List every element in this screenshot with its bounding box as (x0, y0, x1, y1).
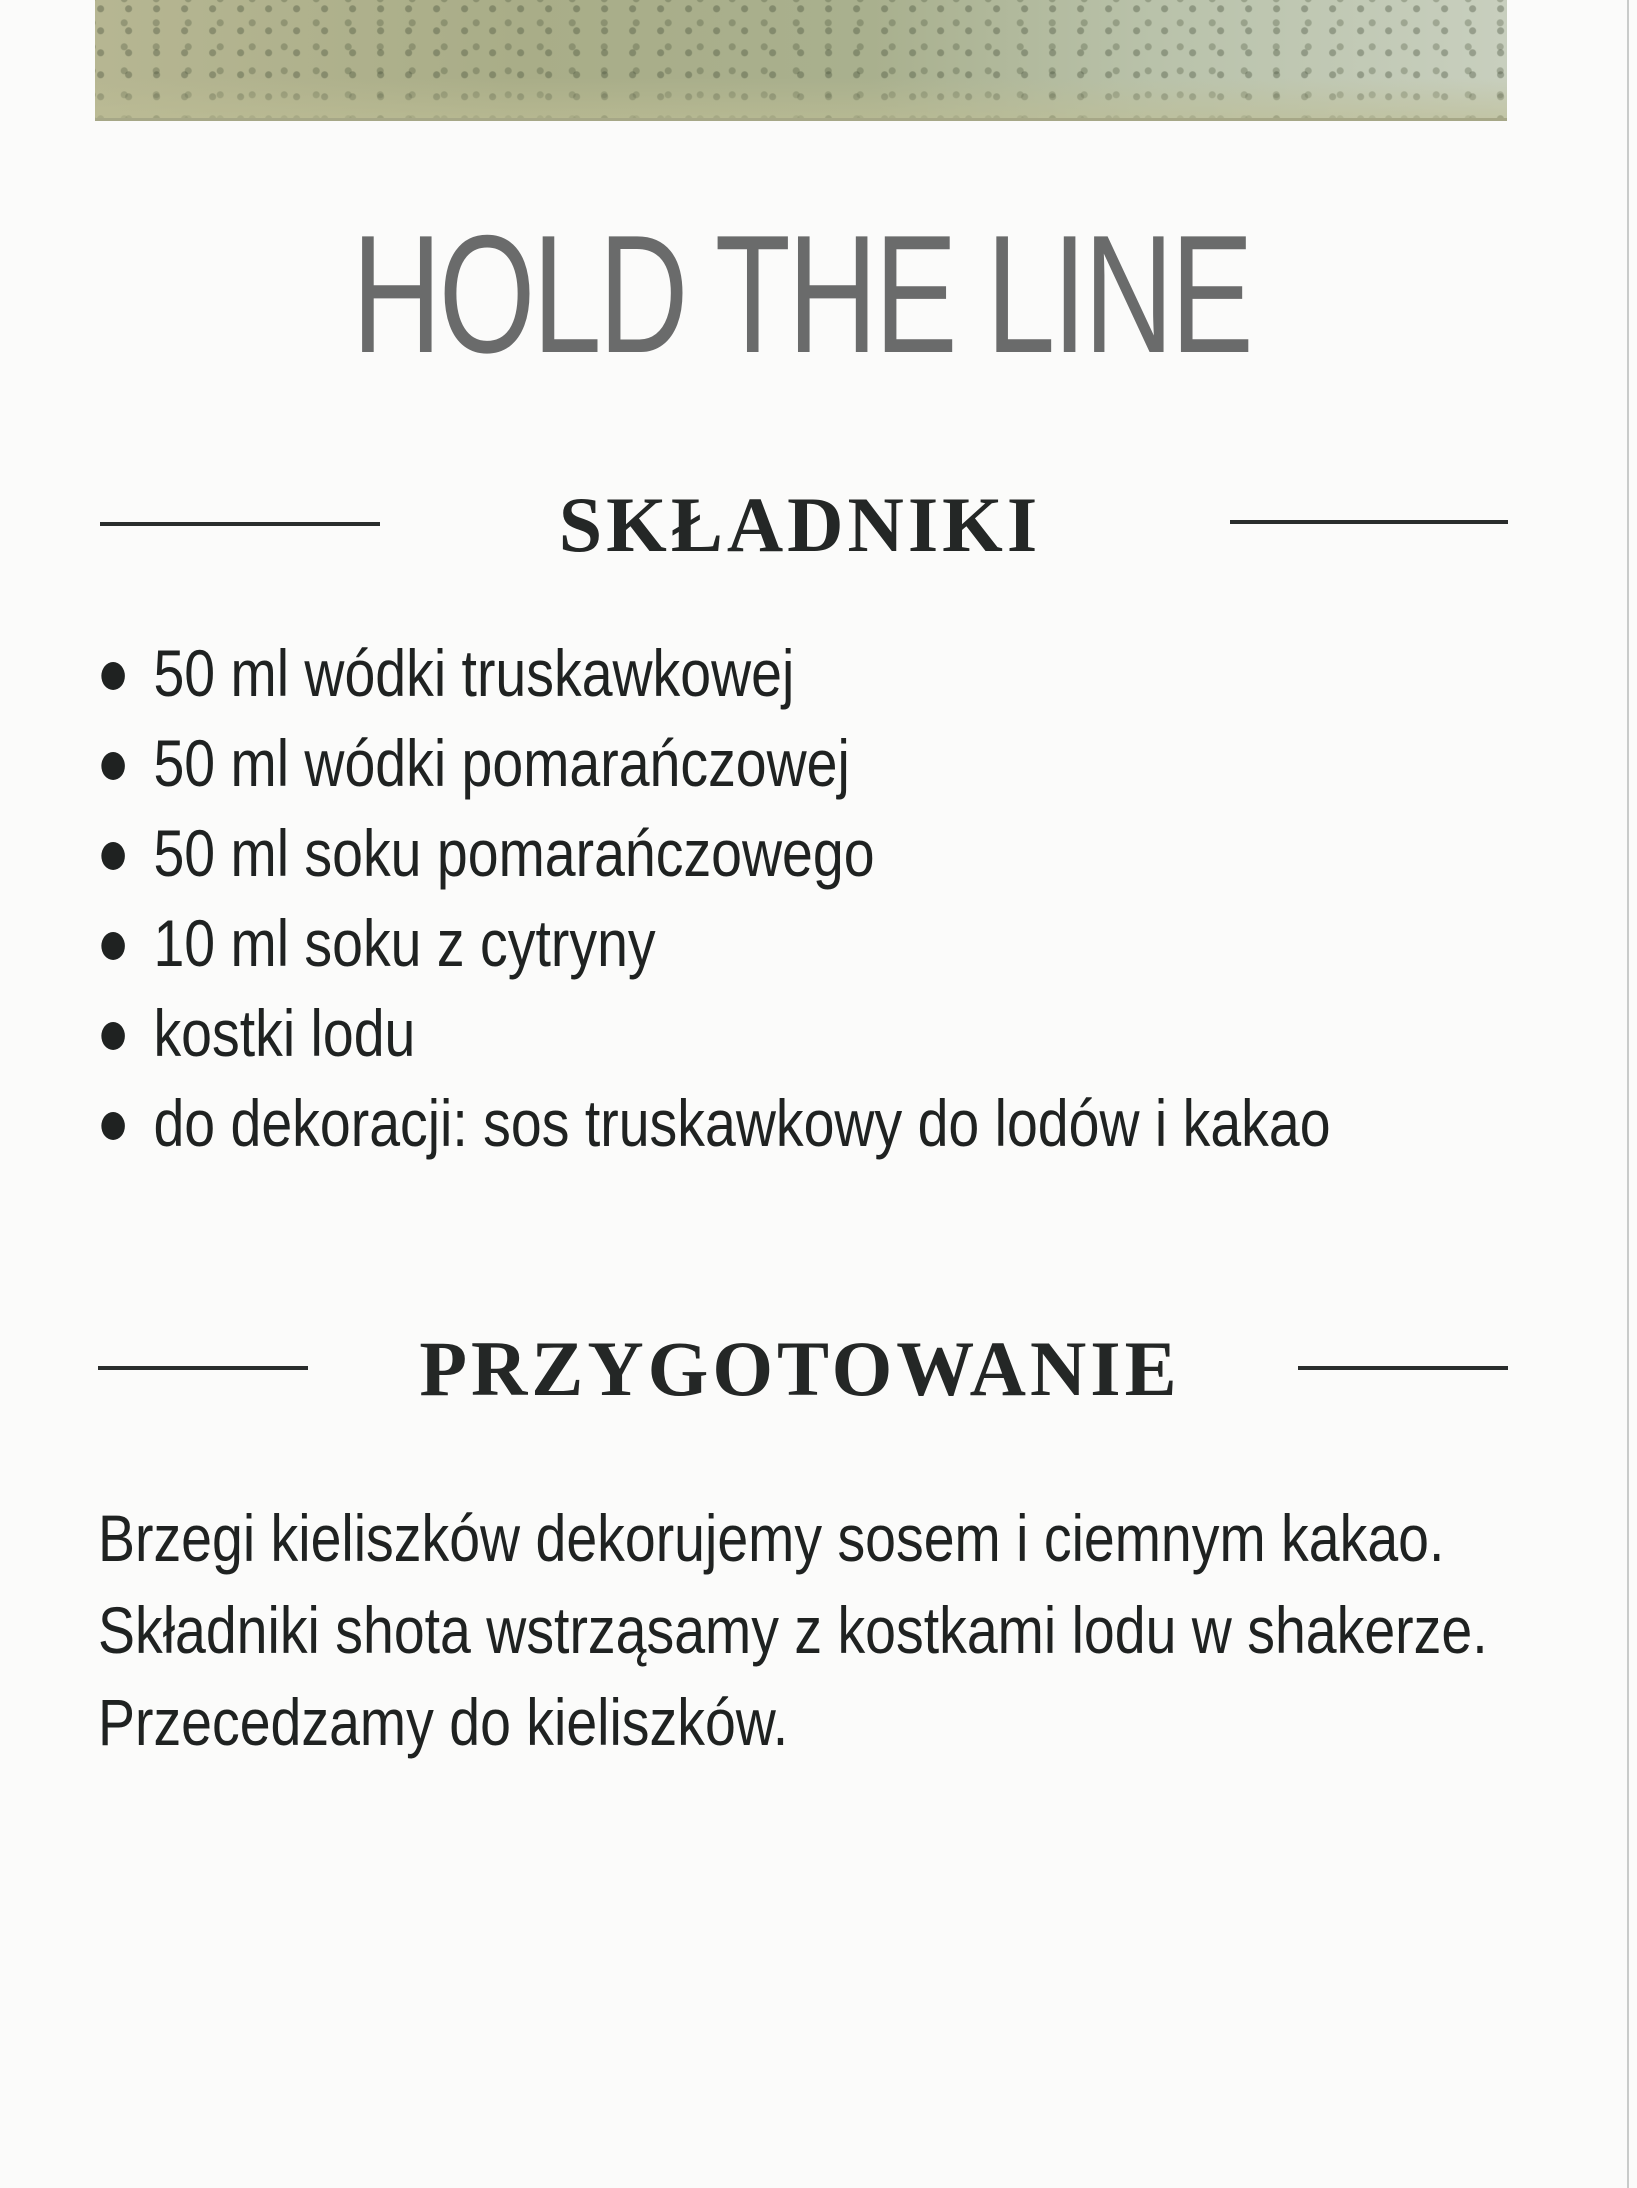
recipe-title: HOLD THE LINE (351, 200, 1251, 388)
cocktail-photo (95, 0, 1507, 121)
list-item (98, 718, 1331, 808)
ingredient-text: kostki lodu (153, 996, 416, 1070)
ingredients-heading: SKŁADNIKI (558, 481, 1042, 568)
ingredients-header (0, 480, 1637, 580)
bullet-icon (101, 1112, 125, 1140)
ingredients-right-rule (1230, 520, 1508, 524)
bullet-icon (101, 932, 125, 960)
preparation-right-rule (1298, 1366, 1508, 1370)
preparation-line: Składniki shota wstrząsamy z kostkami lodu w shakerze. (98, 1593, 1488, 1667)
list-item (98, 628, 1331, 718)
ingredient-text: 50 ml soku pomarańczowego (153, 816, 875, 890)
list-item (98, 808, 1331, 898)
preparation-text (98, 1492, 1526, 1768)
page-edge (1627, 0, 1629, 2188)
list-item (98, 898, 1331, 988)
ingredient-text: 10 ml soku z cytryny (153, 906, 656, 980)
ingredient-text: 50 ml wódki pomarańczowej (153, 726, 850, 800)
bullet-icon (101, 842, 125, 870)
preparation-heading: PRZYGOTOWANIE (419, 1325, 1181, 1412)
preparation-line: Brzegi kieliszków dekorujemy sosem i ciemnym kakao. (98, 1501, 1445, 1575)
ingredients-list (98, 628, 1565, 1168)
list-item (98, 1078, 1331, 1168)
preparation-line: Przecedzamy do kieliszków. (98, 1685, 789, 1759)
list-item (98, 988, 1331, 1078)
ingredient-text: 50 ml wódki truskawkowej (153, 636, 795, 710)
bullet-icon (101, 1022, 125, 1050)
ingredient-text: do dekoracji: sos truskawkowy do lodów i kakao (153, 1086, 1331, 1160)
preparation-header (0, 1318, 1637, 1418)
bullet-icon (101, 752, 125, 780)
bullet-icon (101, 662, 125, 690)
